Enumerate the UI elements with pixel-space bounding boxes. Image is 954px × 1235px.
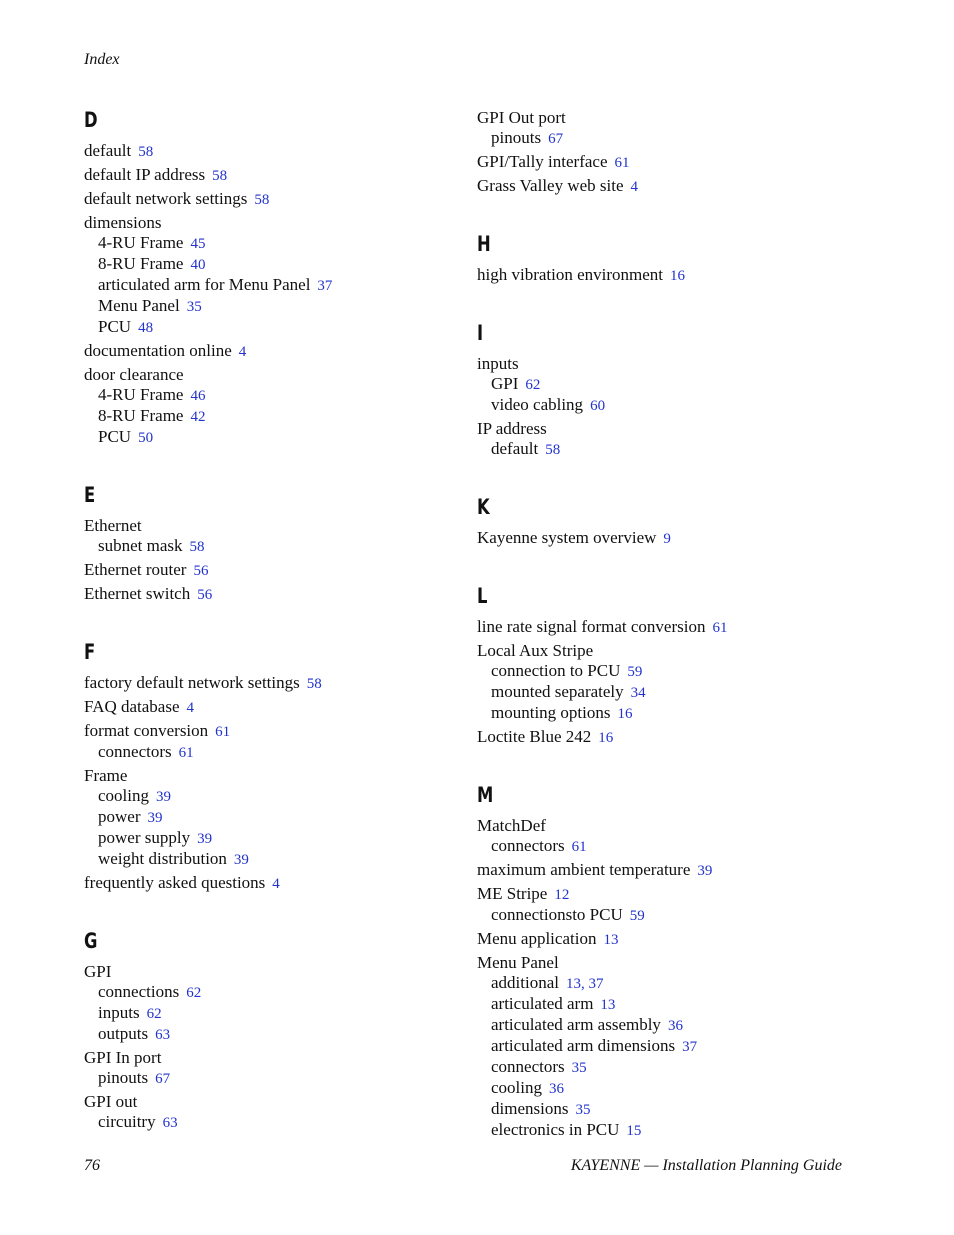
- subentry-term: connectors: [98, 742, 172, 761]
- page-link[interactable]: 58: [254, 192, 270, 208]
- page-link[interactable]: 56: [193, 563, 209, 579]
- page-link[interactable]: 16: [598, 730, 614, 746]
- index-subentry: [84, 254, 484, 275]
- subentry-term: 4-RU Frame: [98, 385, 184, 404]
- entry-term: default: [84, 141, 132, 160]
- page-link[interactable]: 62: [525, 377, 541, 393]
- index-entry: [477, 354, 877, 374]
- index-entry: [477, 617, 877, 638]
- entry-term: Ethernet: [84, 516, 142, 535]
- subentry-term: articulated arm: [491, 994, 594, 1013]
- index-entry: [477, 419, 877, 439]
- page-link[interactable]: 4: [272, 876, 280, 892]
- page-link[interactable]: 37: [317, 278, 333, 294]
- page-link[interactable]: 15: [626, 1123, 642, 1139]
- index-subentry: [477, 1015, 877, 1036]
- subentry-term: video cabling: [491, 395, 584, 414]
- index-entry: [477, 152, 877, 173]
- entry-term: Frame: [84, 766, 128, 785]
- page-link[interactable]: 9: [663, 531, 671, 547]
- subentry-term: Menu Panel: [98, 296, 180, 315]
- subentry-term: circuitry: [98, 1112, 156, 1131]
- entry-term: ME Stripe: [477, 884, 548, 903]
- index-subentry: [84, 982, 484, 1003]
- subentry-term: PCU: [98, 427, 132, 446]
- subentry-term: connectors: [491, 836, 565, 855]
- index-subentry: [477, 395, 877, 416]
- index-subentry: [477, 1099, 877, 1120]
- section-letter: K: [477, 495, 490, 519]
- index-entry: [84, 365, 484, 385]
- index-subentry: [84, 828, 484, 849]
- index-subentry: [84, 406, 484, 427]
- index-entry: [477, 884, 877, 905]
- subentry-term: 8-RU Frame: [98, 254, 184, 273]
- entry-term: format conversion: [84, 721, 209, 740]
- entry-term: documentation online: [84, 341, 232, 360]
- index-section: [477, 108, 877, 197]
- index-section: [477, 783, 877, 1141]
- page-link[interactable]: 63: [162, 1115, 178, 1131]
- entry-term: GPI/Tally interface: [477, 152, 608, 171]
- subentry-term: outputs: [98, 1024, 149, 1043]
- section-letter: L: [477, 584, 488, 608]
- index-entry: [477, 641, 877, 661]
- index-subentry: [477, 1078, 877, 1099]
- entry-term: door clearance: [84, 365, 184, 384]
- index-section: [477, 584, 877, 748]
- index-entry: [477, 860, 877, 881]
- subentry-term: 8-RU Frame: [98, 406, 184, 425]
- index-section: [84, 929, 484, 1133]
- index-entry: [84, 341, 484, 362]
- section-letter: D: [84, 108, 98, 132]
- page-link[interactable]: 58: [545, 442, 561, 458]
- index-entry: [84, 189, 484, 210]
- index-subentry: [84, 807, 484, 828]
- subentry-term: articulated arm dimensions: [491, 1036, 676, 1055]
- page-link[interactable]: 16: [670, 268, 686, 284]
- page-link[interactable]: 59: [627, 664, 643, 680]
- subentry-term: cooling: [491, 1078, 542, 1097]
- page-link[interactable]: 36: [549, 1081, 564, 1097]
- index-subentry: [84, 849, 484, 870]
- page-link[interactable]: 61: [614, 155, 630, 171]
- index-subentry: [84, 536, 484, 557]
- entry-term: Menu Panel: [477, 953, 559, 972]
- index-subentry: [84, 233, 484, 254]
- index-entry: [84, 873, 484, 894]
- entry-term: default IP address: [84, 165, 206, 184]
- index-subentry: [477, 1120, 877, 1141]
- subentry-term: pinouts: [98, 1068, 149, 1087]
- index-subentry: [477, 836, 877, 857]
- footer-doc-title: KAYENNE — Installation Planning Guide: [570, 1157, 842, 1174]
- index-subentry: [477, 905, 877, 926]
- subentry-term: connection to PCU: [491, 661, 621, 680]
- entry-term: GPI In port: [84, 1048, 162, 1067]
- index-subentry: [477, 703, 877, 724]
- page-link[interactable]: 39: [197, 831, 213, 847]
- page-link[interactable]: 36: [667, 1018, 683, 1034]
- index-entry: [84, 766, 484, 786]
- section-letter: E: [84, 483, 96, 507]
- page-link[interactable]: 39: [147, 810, 163, 826]
- index-subentry: [84, 742, 484, 763]
- page-link[interactable]: 37: [682, 1039, 698, 1055]
- page-link[interactable]: 13: [603, 932, 619, 948]
- page-link[interactable]: 35: [575, 1102, 591, 1118]
- page-link[interactable]: 58: [212, 168, 228, 184]
- index-entry: [477, 265, 877, 286]
- subentry-term: dimensions: [491, 1099, 569, 1118]
- subentry-term: subnet mask: [98, 536, 183, 555]
- index-section: [477, 232, 877, 286]
- entry-term: factory default network settings: [84, 673, 300, 692]
- entry-term: maximum ambient temperature: [477, 860, 691, 879]
- index-entry: [477, 929, 877, 950]
- page-link[interactable]: 63: [155, 1027, 171, 1043]
- subentry-term: articulated arm for Menu Panel: [98, 275, 311, 294]
- page-link[interactable]: 58: [189, 539, 205, 555]
- subentry-term: mounting options: [491, 703, 611, 722]
- subentry-term: connections: [98, 982, 180, 1001]
- index-column-right: [477, 105, 877, 1176]
- section-letter: H: [477, 232, 491, 256]
- subentry-term: default: [491, 439, 539, 458]
- page-link[interactable]: 39: [156, 789, 171, 805]
- page-link[interactable]: 39: [233, 852, 249, 868]
- index-entry: [84, 516, 484, 536]
- page-link[interactable]: 58: [138, 144, 154, 160]
- page-link[interactable]: 12: [554, 887, 570, 903]
- page-link[interactable]: 61: [215, 724, 231, 740]
- index-subentry: [477, 439, 877, 460]
- page-link[interactable]: 16: [617, 706, 633, 722]
- index-entry: [84, 165, 484, 186]
- page-link[interactable]: 48: [138, 320, 154, 336]
- subentry-term: pinouts: [491, 128, 542, 147]
- index-subentry: [477, 1057, 877, 1078]
- entry-term: Ethernet switch: [84, 584, 191, 603]
- page-link[interactable]: 34: [630, 685, 646, 701]
- entry-term: Ethernet router: [84, 560, 187, 579]
- page-link[interactable]: 35: [186, 299, 202, 315]
- index-subentry: [84, 275, 484, 296]
- index-subentry: [84, 1003, 484, 1024]
- subentry-term: 4-RU Frame: [98, 233, 184, 252]
- running-header: Index: [84, 51, 120, 68]
- entry-term: line rate signal format conversion: [477, 617, 706, 636]
- entry-term: Local Aux Stripe: [477, 641, 594, 660]
- page-link[interactable]: 58: [306, 676, 322, 692]
- index-subentry: [84, 317, 484, 338]
- subentry-term: additional: [491, 973, 559, 992]
- subentry-term: mounted separately: [491, 682, 624, 701]
- page-link[interactable]: 4: [630, 179, 639, 195]
- page-link[interactable]: 13, 37: [565, 976, 604, 992]
- page-link[interactable]: 61: [178, 745, 194, 761]
- index-section: [84, 108, 484, 448]
- index-entry: [477, 816, 877, 836]
- index-section: [84, 640, 484, 894]
- page-link[interactable]: 61: [571, 839, 587, 855]
- index-entry: [84, 1048, 484, 1068]
- entry-term: GPI: [84, 962, 112, 981]
- page-link[interactable]: 39: [697, 863, 713, 879]
- page-link[interactable]: 62: [186, 985, 202, 1001]
- index-subentry: [477, 682, 877, 703]
- index-subentry: [477, 128, 877, 149]
- index-entry: [477, 953, 877, 973]
- index-subentry: [84, 1024, 484, 1045]
- entry-term: default network settings: [84, 189, 248, 208]
- subentry-term: power supply: [98, 828, 191, 847]
- subentry-term: articulated arm assembly: [491, 1015, 661, 1034]
- section-letter: I: [477, 321, 484, 345]
- index-entry: [477, 176, 877, 197]
- index-entry: [477, 727, 877, 748]
- index-subentry: [477, 1036, 877, 1057]
- index-subentry: [84, 427, 484, 448]
- index-entry: [477, 528, 877, 549]
- page-link[interactable]: 56: [197, 587, 213, 603]
- index-entry: [477, 108, 877, 128]
- subentry-term: GPI: [491, 374, 519, 393]
- entry-term: high vibration environment: [477, 265, 664, 284]
- page-link[interactable]: 46: [190, 388, 206, 404]
- index-subentry: [84, 1068, 484, 1089]
- entry-term: frequently asked questions: [84, 873, 266, 892]
- entry-term: Loctite Blue 242: [477, 727, 592, 746]
- entry-term: dimensions: [84, 213, 162, 232]
- index-entry: [84, 962, 484, 982]
- index-subentry: [84, 1112, 484, 1133]
- index-subentry: [477, 994, 877, 1015]
- index-entry: [84, 141, 484, 162]
- page-link[interactable]: 45: [190, 236, 206, 252]
- index-entry: [84, 560, 484, 581]
- index-subentry: [84, 385, 484, 406]
- index-section: [477, 495, 877, 549]
- page-link[interactable]: 40: [190, 257, 206, 273]
- subentry-term: weight distribution: [98, 849, 227, 868]
- subentry-term: cooling: [98, 786, 149, 805]
- section-letter: M: [477, 783, 494, 807]
- index-subentry: [84, 786, 484, 807]
- index-section: [84, 483, 484, 605]
- page-link[interactable]: 67: [548, 131, 564, 147]
- page-link[interactable]: 60: [590, 398, 606, 414]
- section-letter: G: [84, 929, 98, 953]
- index-subentry: [477, 661, 877, 682]
- entry-term: MatchDef: [477, 816, 546, 835]
- page-link[interactable]: 59: [629, 908, 645, 924]
- index-column-left: [84, 105, 484, 1168]
- section-letter: F: [84, 640, 96, 664]
- entry-term: inputs: [477, 354, 519, 373]
- entry-term: IP address: [477, 419, 547, 438]
- page-link[interactable]: 42: [190, 409, 206, 425]
- page-link[interactable]: 50: [138, 430, 154, 446]
- page-link[interactable]: 35: [571, 1060, 587, 1076]
- subentry-term: connectors: [491, 1057, 565, 1076]
- index-subentry: [84, 296, 484, 317]
- entry-term: Kayenne system overview: [477, 528, 657, 547]
- index-subentry: [477, 374, 877, 395]
- page-number: 76: [84, 1157, 100, 1174]
- entry-term: Grass Valley web site: [477, 176, 624, 195]
- page-link[interactable]: 13: [600, 997, 616, 1013]
- index-entry: [84, 1092, 484, 1112]
- page-link[interactable]: 67: [155, 1071, 171, 1087]
- index-entry: [84, 697, 484, 718]
- page-link[interactable]: 62: [146, 1006, 162, 1022]
- entry-term: GPI Out port: [477, 108, 566, 127]
- entry-term: GPI out: [84, 1092, 138, 1111]
- index-entry: [84, 673, 484, 694]
- subentry-term: inputs: [98, 1003, 140, 1022]
- index-subentry: [477, 973, 877, 994]
- page-link[interactable]: 61: [712, 620, 728, 636]
- entry-term: FAQ database: [84, 697, 180, 716]
- entry-term: Menu application: [477, 929, 597, 948]
- index-section: [477, 321, 877, 460]
- index-entry: [84, 213, 484, 233]
- subentry-term: power: [98, 807, 141, 826]
- index-entry: [84, 721, 484, 742]
- subentry-term: connectionsto PCU: [491, 905, 623, 924]
- page-link[interactable]: 4: [186, 700, 195, 716]
- subentry-term: electronics in PCU: [491, 1120, 620, 1139]
- index-entry: [84, 584, 484, 605]
- page-link[interactable]: 4: [238, 344, 247, 360]
- subentry-term: PCU: [98, 317, 132, 336]
